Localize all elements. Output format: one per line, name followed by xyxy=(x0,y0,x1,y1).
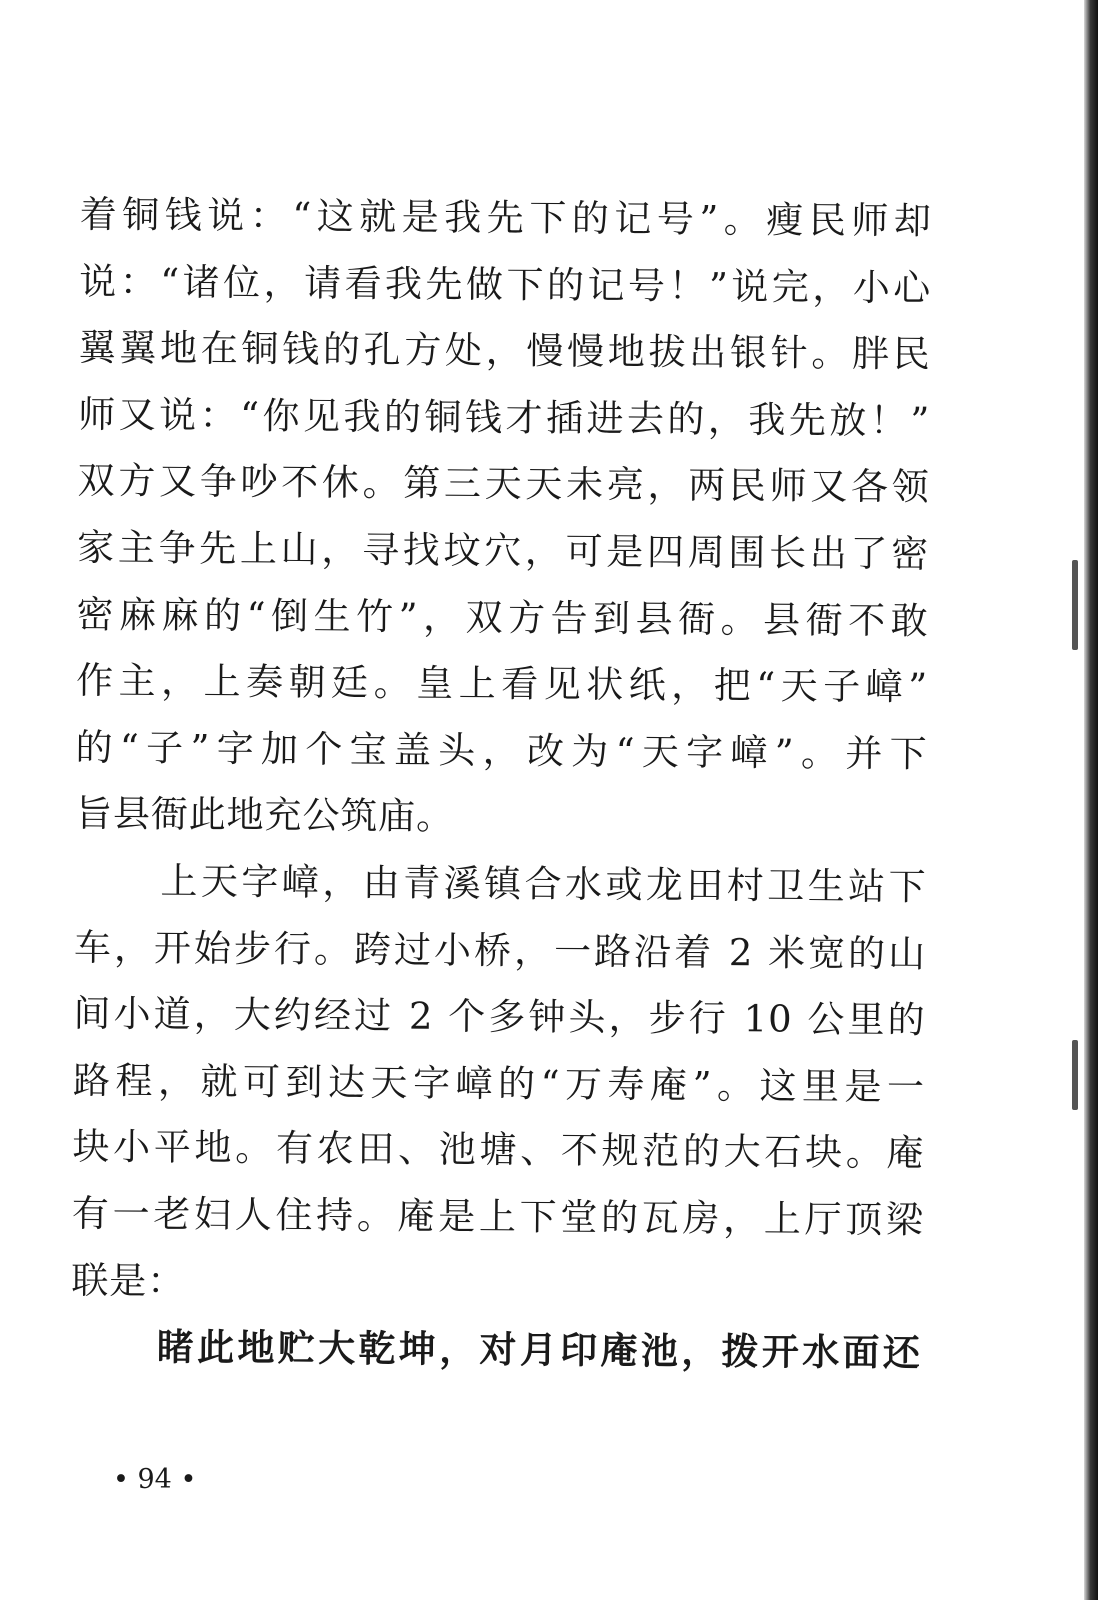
text-line: 翼翼地在铜钱的孔方处，慢慢地拔出银针。胖民 xyxy=(78,326,931,376)
scan-mark xyxy=(1072,560,1078,650)
text-line: 双方又争吵不休。第三天天未亮，两民师又各领 xyxy=(77,459,930,510)
text-line: 说：“诸位，请看我先做下的记号！”说完，小心 xyxy=(79,259,932,310)
page-number: • 94 • xyxy=(113,1464,197,1495)
text-line: 师又说：“你见我的铜钱才插进去的，我先放！” xyxy=(78,392,931,443)
text-line: 块小平地。有农田、池塘、不规范的大石块。庵 xyxy=(72,1125,925,1175)
body-text xyxy=(71,182,932,1387)
text-line: 联是： xyxy=(71,1258,186,1303)
text-line: 作主，上奏朝廷。皇上看见状纸，把“天子嶂” xyxy=(75,659,929,709)
text-line: 间小道，大约经过 2 个多钟头，步行 10 公里的 xyxy=(73,992,926,1042)
text-line: 车，开始步行。跨过小桥，一路沿着 2 米宽的山 xyxy=(73,925,927,976)
scan-border xyxy=(1084,0,1098,1600)
text-line: 旨县衙此地充公筑庙。 xyxy=(74,792,455,839)
text-line: 密麻麻的“倒生竹”，双方告到县衙。县衙不敢 xyxy=(76,592,929,643)
text-line: 的“子”字加个宝盖头，改为“天字嶂”。并下 xyxy=(75,725,928,776)
text-line: 路程，就可到达天字嶂的“万寿庵”。这里是一 xyxy=(72,1058,926,1109)
text-line: 家主争先上山，寻找坟穴，可是四周围长出了密 xyxy=(76,525,930,576)
couplet-line: 睹此地贮大乾坤，对月印庵池，拨开水面还 xyxy=(156,1325,923,1375)
scan-mark xyxy=(1072,1040,1078,1110)
paragraph-first-line: 上天字嶂，由青溪镇合水或龙田村卫生站下 xyxy=(160,859,927,909)
text-line: 着铜钱说：“这就是我先下的记号”。瘦民师却 xyxy=(79,192,932,243)
text-line: 有一老妇人住持。庵是上下堂的瓦房，上厅顶梁 xyxy=(71,1191,925,1242)
